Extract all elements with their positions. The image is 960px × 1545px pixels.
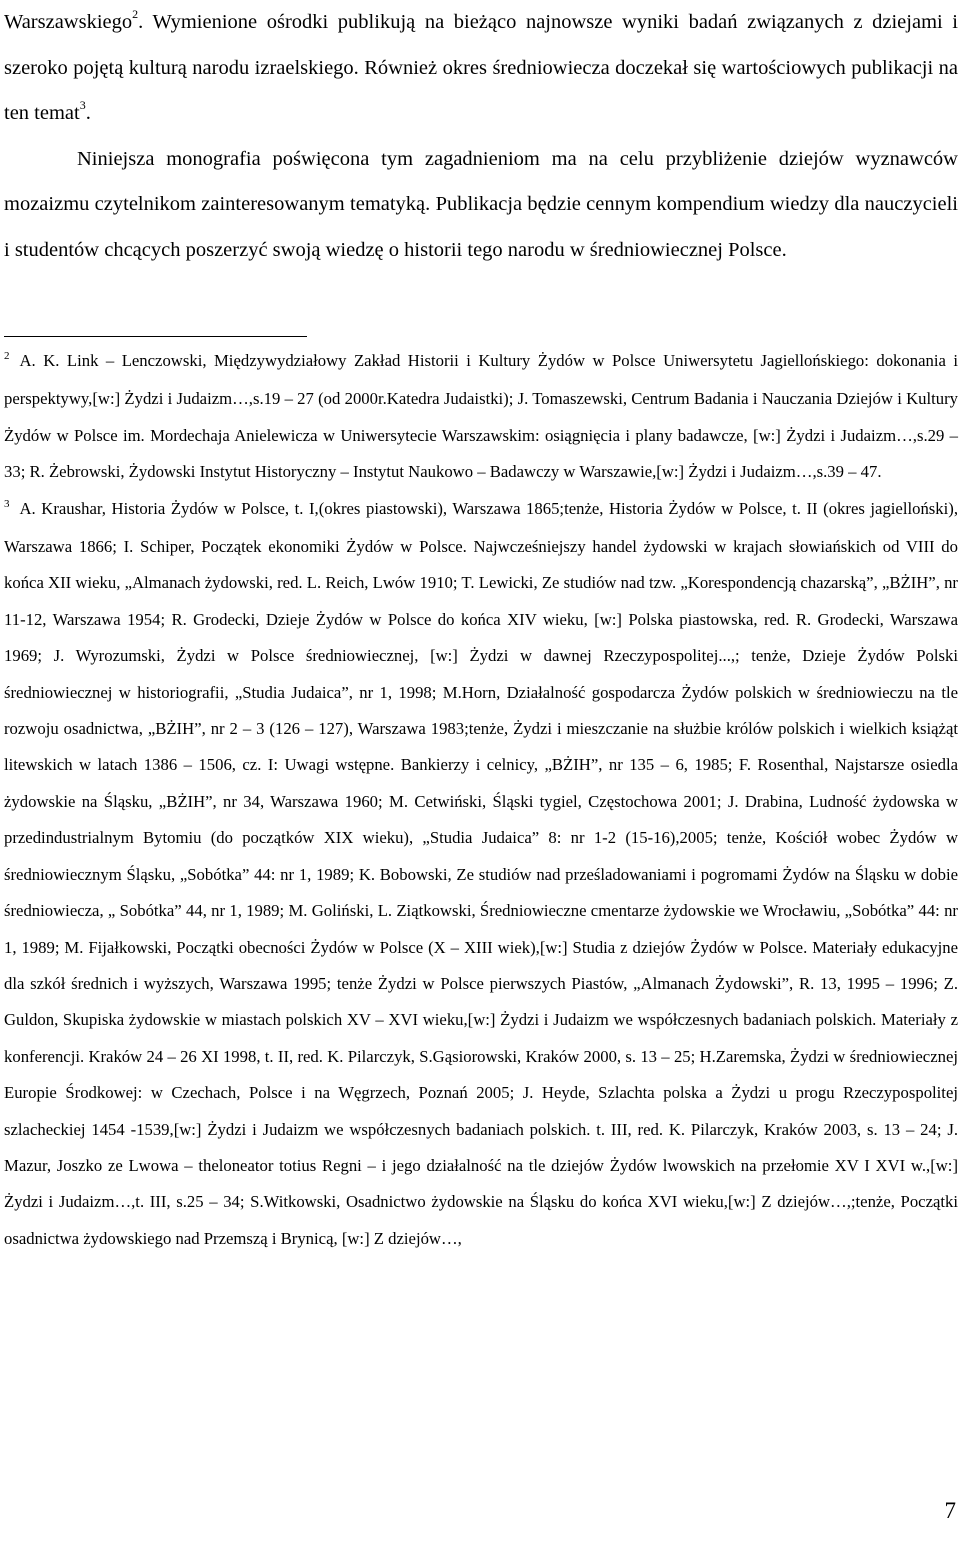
footnote-text: A. Kraushar, Historia Żydów w Polsce, t. I,(okres piastowski), Warszawa 1865;tenże, Historia Żydów w Polsce, t. II (okres jagielloński), Warszawa 1866; I. Schiper, Początek ekonomiki Żydów w Polsce. Najwcześniejszy handel żydowski w krajach słowiańskich od VIII do końca XII wieku, „Almanach żydowski, red. L. Reich, Lwów 1910; T. Lewicki, Ze studiów nad tzw. „Korespondencją chazarską”, „BŻIH”, nr 11-12, Warszawa 1954; R. Grodecki, Dzieje Żydów w Polsce do końca XIV wieku, [w:] Polska piastowska, red. R. Grodecki, Warszawa 1969; J. Wyrozumski, Żydzi w Polsce średniowiecznej, [w:] Żydzi w dawnej Rzeczypospolitej...,; tenże, Dzieje Żydów Polski średniowiecznej w historiografii, „Studia Judaica”, nr 1, 1998; M.Horn, Działalność gospodarcza Żydów polskich w średniowieczu na tle rozwoju osadnictwa, „BŻIH”, nr 2 – 3 (126 – 127), Warszawa 1983;tenże, Żydzi i mieszczanie na służbie królów polskich i wielkich książąt litewskich w latach 1386 – 1506, cz. I: Uwagi wstępne. Bankierzy i celnicy, „BŻIH”, nr 135 – 6, 1985; F. Rosenthal, Najstarsze osiedla żydowskie na Śląsku, „BŻIH”, nr 34, Warszawa 1960; M. Cetwiński, Śląski tygiel, Częstochowa 2001; J. Drabina, Ludność żydowska w przedindustrialnym Bytomiu (do początków XIX wieku), „Studia Judaica” 8: nr 1-2 (15-16),2005; tenże, Kościół wobec Żydów w średniowiecznym Śląsku, „Sobótka” 44: nr 1, 1989; K. Bobowski, Ze studiów nad prześladowaniami i pogromami Żydów na Śląsku w dobie średniowiecza, „ Sobótka” 44, nr 1, 1989; M. Goliński, L. Ziątkowski, Średniowieczne cmentarze żydowskie we Wrocławiu, „Sobótka” 44: nr 1, 1989; M. Fijałkowski, Początki obecności Żydów w Polsce (X – XIII wiek),[w:] Studia z dziejów Żydów w Polsce. Materiały edukacyjne dla szkół średnich i wyższych, Warszawa 1995; tenże Żydzi w Polsce pierwszych Piastów, „Almanach Żydowski”, R. 13, 1995 – 1996; Z. Guldon, Skupiska żydowskie w miastach polskich XV – XVI wieku,[w:] Żydzi i Judaizm we współczesnych badaniach polskich. Materiały z konferencji. Kraków 24 – 26 XI 1998, t. II, red. K. Pilarczyk, S.Gąsiorowski, Kraków 2000, s. 13 – 25; H.Zaremska, Żydzi w średniowiecznej Europie Środkowej: w Czechach, Polsce i na Węgrzech, Poznań 2005; J. Heyde, Szlachta polska a Żydzi u progu Rzeczypospolitej szlacheckiej 1454 -1539,[w:] Żydzi i Judaizm we współczesnych badaniach polskich. t. III, red. K. Pilarczyk, Kraków 2003, s. 13 – 24; J. Mazur, Joszko ze Lwowa – theloneator totius Regni – i jego działalność na tle dziejów Żydów lwowskich na przełomie XV I XVI w.,[w:] Żydzi i Judaizm…,t. III, s.25 – 34; S.Witkowski, Osadnictwo żydowskie na Śląsku do końca XVI wieku,[w:] Z dziejów…,;tenże, Początki osadnictwa żydowskiego nad Przemszą i Brynicą, [w:] Z dziejów…, (4, 498, 958, 1248)
footnote-3 (4, 491, 958, 1258)
footnote-separator (4, 336, 307, 337)
footnote-ref-3[interactable]: 3 (79, 98, 86, 113)
footnote-text: A. K. Link – Lenczowski, Międzywydziałowy Zakład Historii i Kultury Żydów w Polsce Uniwersytetu Jagiellońskiego: dokonania i perspektywy,[w:] Żydzi i Judaizm…,s.19 – 27 (od 2000r.Katedra Judaistki); J. Tomaszewski, Centrum Badania i Nauczania Dziejów i Kultury Żydów w Polsce im. Mordechaja Anielewicza w Uniwersytecie Warszawskim: osiągnięcia i plany badawcze, [w:] Żydzi i Judaizm…,s.29 – 33; R. Żebrowski, Żydowski Instytut Historyczny – Instytut Naukowo – Badawczy w Warszawie,[w:] Żydzi i Judaizm…,s.39 – 47. (4, 351, 958, 482)
paragraph-1-end: . (85, 102, 91, 124)
footnote-mark: 2 (4, 350, 10, 362)
footnotes (4, 343, 958, 1257)
paragraph-1 (4, 0, 958, 137)
page-number: 7 (944, 1498, 956, 1523)
footnote-2 (4, 343, 958, 491)
main-text (4, 0, 958, 273)
footnote-mark: 3 (4, 497, 10, 510)
footnote-ref-2[interactable]: 2 (132, 7, 139, 22)
paragraph-1-start: Warszawskiego (4, 11, 133, 33)
paragraph-2: Niniejsza monografia poświęcona tym zagadnieniom ma na celu przybliżenie dziejów wyznawców mozaizmu czytelnikom zainteresowanym tematyką. Publikacja będzie cennym kompendium wiedzy dla nauczycieli i studentów chcących poszerzyć swoją wiedzę o historii tego narodu w średniowiecznej Polsce. (4, 147, 958, 261)
paragraph-1-middle: . Wymienione ośrodki publikują na bieżąco najnowsze wyniki badań związanych z dziejami i szeroko pojętą kulturą narodu izraelskiego. Również okres średniowiecza doczekał się wartościowych publikacji na ten temat (4, 11, 958, 124)
